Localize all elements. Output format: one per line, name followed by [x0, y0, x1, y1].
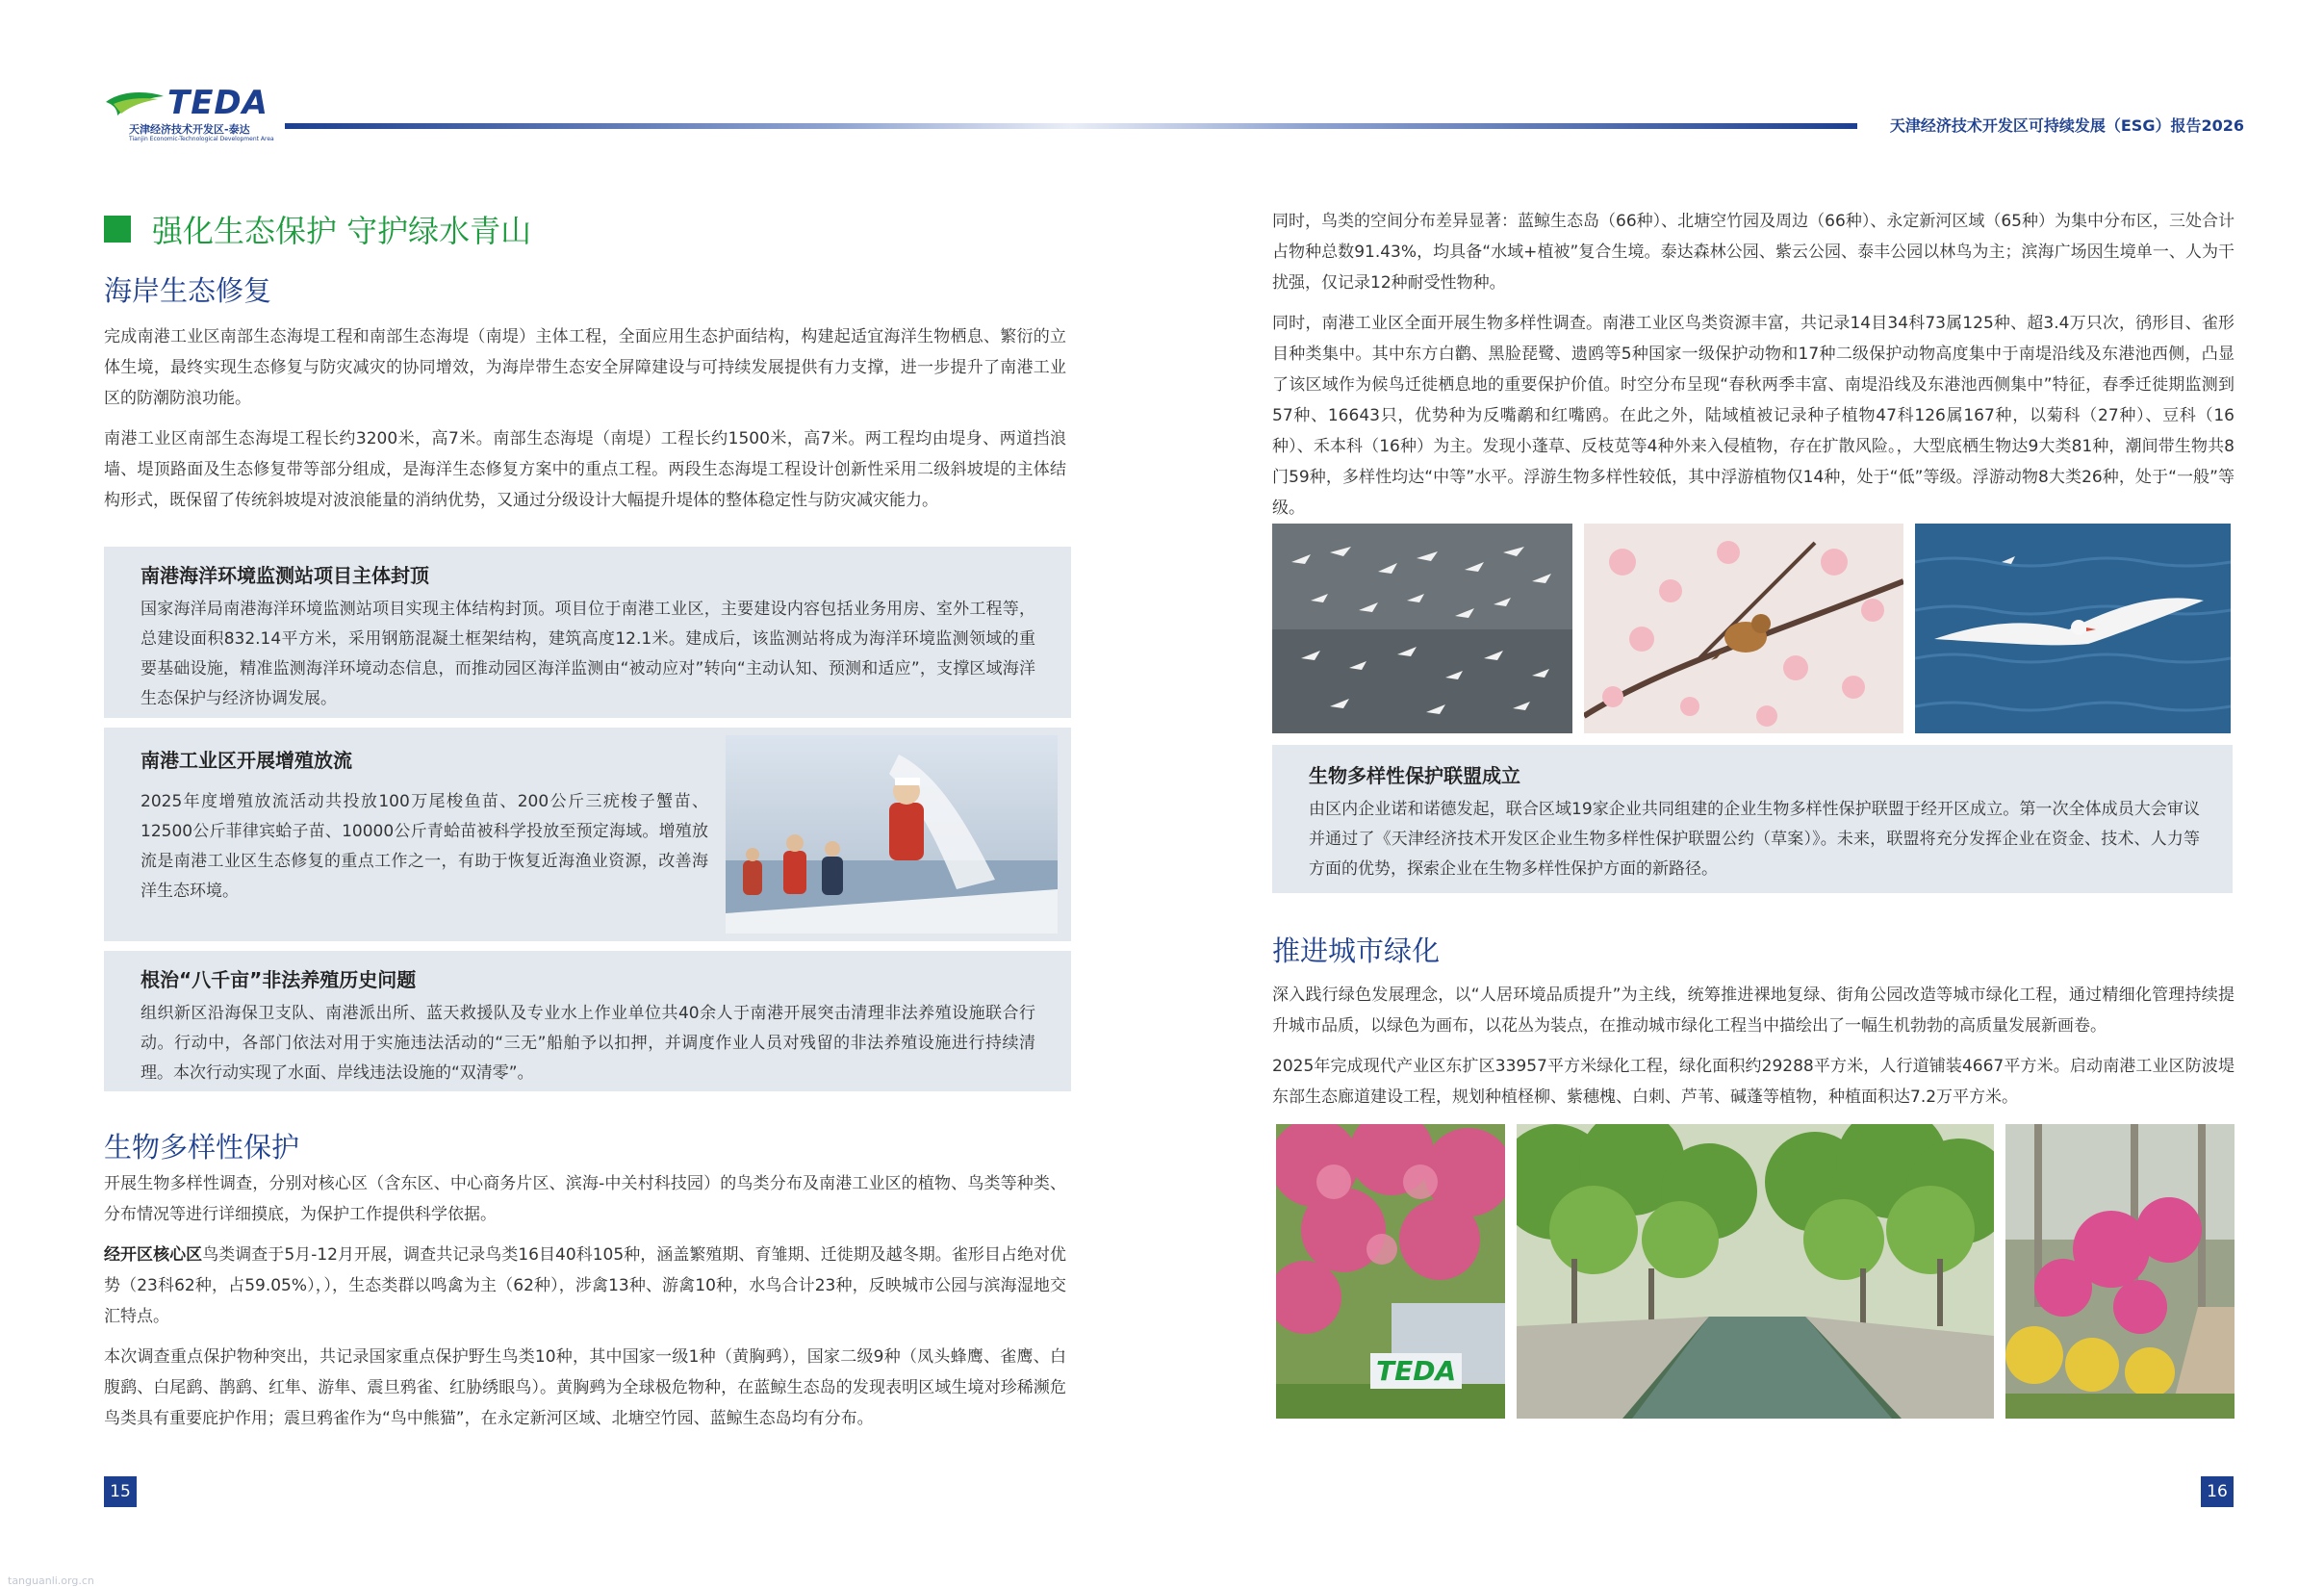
- greening-paragraph-1: 深入践行绿色发展理念，以“人居环境品质提升”为主线，统筹推进裸地复绿、街角公园改造等城市绿化工程，通过精细化管理持续提升城市品质，以绿色为画布，以花丛为装点，在推动城市绿化工程当中描绘出了一幅生机勃勃的高质量发展新画卷。: [1272, 985, 2235, 1036]
- nangang-survey-paragraph: 同时，南港工业区全面开展生物多样性调查。南港工业区鸟类资源丰富，共记录14目34科73属125种、超3.4万只次，鸻形目、雀形目种类集中。其中东方白鹳、黑脸琵鹭、遗鸥等5种国家一级保护动物和17种二级保护动物高度集中于南堤沿线及东港池西侧，凸显了该区域作为候鸟迁徙栖息地的重要保护价值。时空分布呈现“春秋两季丰富、南堤沿线及东港池西侧集中”特征，春季迁徙期监测到57种、16643只，优势种为反嘴鹬和红嘴鸥。在此之外，陆域植被记录种子植物47科126属167种，以菊科（27种）、豆科（16种）、禾本科（16种）为主。发现小蓬草、反枝苋等4种外来入侵植物，存在扩散风险。，大型底栖生物达9大类81种，潮间带生物共8门59种，多样性均达“中等”水平。浮游生物多样性较低，其中浮游植物仅14种，处于“低”等级。浮游动物8大类26种，处于“一般”等级。: [1272, 314, 2235, 518]
- flower-path-photo: [2005, 1124, 2235, 1419]
- gull-photo: [1915, 524, 2231, 733]
- fry-release-box: [104, 728, 1071, 941]
- biodiversity-paragraph-1: 开展生物多样性调查，分别对核心区（含东区、中心商务片区、滨海-中关村科技园）的鸟类分布及南港工业区的植物、鸟类等种类、分布情况等进行详细摸底，为保护工作提供科学依据。: [104, 1174, 1066, 1224]
- teda-sign: TEDA: [1370, 1353, 1462, 1389]
- illegal-aquaculture-box: [104, 951, 1071, 1091]
- logo-english-name: Tianjin Economic-Technological Development Area: [129, 136, 274, 142]
- greening-body: [1272, 980, 2235, 1113]
- watermark: tanguanli.org.cn: [8, 1574, 94, 1587]
- teda-logo: [104, 85, 287, 146]
- page-number-left: 15: [104, 1476, 137, 1507]
- biodiversity-paragraph-2: [104, 1240, 1066, 1332]
- monitoring-station-box: [104, 547, 1071, 718]
- canal-photo: [1517, 1124, 1994, 1419]
- logo-wordmark: TEDA: [167, 84, 268, 122]
- biodiversity-paragraph-3: 本次调查重点保护物种突出，共记录国家重点保护野生鸟类10种，其中国家一级1种（黄胸鹀），国家二级9种（凤头蜂鹰、雀鹰、白腹鹞、白尾鹞、鹊鹞、红隼、游隼、震旦鸦雀、红胁绣眼鸟）。黄胸鹀为全球极危物种，在蓝鲸生态岛的发现表明区域生境对珍稀濒危鸟类具有重要庇护作用；震旦鸦雀作为“鸟中熊猫”，在永定新河区域、北塘空竹园、蓝鲸生态岛均有分布。: [104, 1347, 1066, 1428]
- bird-distribution-paragraph: 同时，鸟类的空间分布差异显著：蓝鲸生态岛（66种）、北塘空竹园及周边（66种）、永定新河区域（65种）为集中分布区，三处合计占物种总数91.43%，均具备“水域+植被”复合生境。泰达森林公园、紫云公园、泰丰公园以林鸟为主；滨海广场因生境单一、人为干扰强，仅记录12种耐受性物种。: [1272, 212, 2235, 293]
- core-area-label: 经开区核心区: [104, 1245, 203, 1265]
- alliance-box: [1272, 745, 2233, 893]
- bird-flock-photo: [1272, 524, 1572, 733]
- box-title: 根治“八千亩”非法养殖历史问题: [140, 968, 417, 991]
- section-title-text: 强化生态保护 守护绿水青山: [152, 213, 532, 249]
- header-divider: [285, 123, 1857, 129]
- coastal-body: [104, 321, 1066, 516]
- right-body-top: [1272, 206, 2235, 524]
- page-number-right: 16: [2201, 1476, 2234, 1507]
- greening-paragraph-2: 2025年完成现代产业区东扩区33957平方米绿化工程，绿化面积约29288平方米，人行道铺装4667平方米。启动南港工业区防波堤东部生态廊道建设工程，规划种植柽柳、紫穗槐、白刺、芦苇、碱蓬等植物，种植面积达7.2万平方米。: [1272, 1057, 2235, 1107]
- section-title: [104, 208, 531, 250]
- box-text: 组织新区沿海保卫支队、南港派出所、蓝天救援队及专业水上作业单位共40余人于南港开展突击清理非法养殖设施联合行动。行动中，各部门依法对用于实施违法活动的“三无”船舶予以扣押，并调度作业人员对残留的非法养殖设施进行持续清理。本次行动实现了水面、岸线违法设施的“双清零”。: [140, 1004, 1035, 1083]
- coastal-heading: 海岸生态修复: [104, 274, 272, 307]
- biodiversity-body: [104, 1168, 1066, 1434]
- biodiversity-heading: 生物多样性保护: [104, 1131, 300, 1164]
- logo-chinese-name: 天津经济技术开发区-泰达: [129, 123, 250, 136]
- coastal-paragraph-2: 南港工业区南部生态海堤工程长约3200米，高7米。南部生态海堤（南堤）工程长约1500米，高7米。两工程均由堤身、两道挡浪墙、堤顶路面及生态修复带等部分组成，是海洋生态修复方案中的重点工程。两段生态海堤工程设计创新性采用二级斜坡堤的主体结构形式，既保留了传统斜坡堤对波浪能量的消纳优势，又通过分级设计大幅提升堤体的整体稳定性与防灾减灾能力。: [104, 429, 1066, 510]
- blossom-tree-photo: [1276, 1124, 1505, 1419]
- report-title: 天津经济技术开发区可持续发展（ESG）报告2026: [1889, 116, 2244, 135]
- box-text: 国家海洋局南港海洋环境监测站项目实现主体结构封顶。项目位于南港工业区，主要建设内容包括业务用房、室外工程等，总建设面积832.14平方米，采用钢筋混凝土框架结构，建筑高度12.1米。建成后，该监测站将成为海洋环境监测领域的重要基础设施，精准监测海洋环境动态信息，而推动园区海洋监测由“被动应对”转向“主动认知、预测和适应”，支撑区域海洋生态保护与经济协调发展。: [140, 600, 1035, 708]
- box-title: 南港工业区开展增殖放流: [140, 749, 352, 772]
- coastal-paragraph-1: 完成南港工业区南部生态海堤工程和南部生态海堤（南堤）主体工程，全面应用生态护面结构，构建起适宜海洋生物栖息、繁衍的立体生境，最终实现生态修复与防灾减灾的协同增效，为海岸带生态安全屏障建设与可持续发展提供有力支撑，进一步提升了南港工业区的防潮防浪功能。: [104, 327, 1066, 408]
- teda-leaf-icon: [104, 89, 166, 117]
- core-area-text: 鸟类调查于5月-12月开展，调查共记录鸟类16目40科105种，涵盖繁殖期、育雏期、迁徙期及越冬期。雀形目占绝对优势（23科62种，占59.05%），），生态类群以鸣禽为主（62种），涉禽13种、游禽10种，水鸟合计23种，反映城市公园与滨海湿地交汇特点。: [104, 1245, 1066, 1326]
- box-title: 南港海洋环境监测站项目主体封顶: [140, 564, 429, 587]
- box-text: 由区内企业诺和诺德发起，联合区域19家企业共同组建的企业生物多样性保护联盟于经开区成立。第一次全体成员大会审议并通过了《天津经济技术开发区企业生物多样性保护联盟公约（草案）》。未来，联盟将充分发挥企业在资金、技术、人力等方面的优势，探索企业在生物多样性保护方面的新路径。: [1309, 800, 2200, 879]
- section-marker-icon: [104, 216, 131, 243]
- box-text: 2025年度增殖放流活动共投放100万尾梭鱼苗、200公斤三疣梭子蟹苗、12500公斤菲律宾蛤子苗、10000公斤青蛤苗被科学投放至预定海域。增殖放流是南港工业区生态修复的重点工作之一，有助于恢复近海渔业资源，改善海洋生态环境。: [140, 792, 708, 901]
- greening-heading: 推进城市绿化: [1272, 934, 1441, 967]
- box-title: 生物多样性保护联盟成立: [1309, 764, 1520, 787]
- blossom-bird-photo: [1584, 524, 1903, 733]
- fry-release-photo: [726, 735, 1058, 934]
